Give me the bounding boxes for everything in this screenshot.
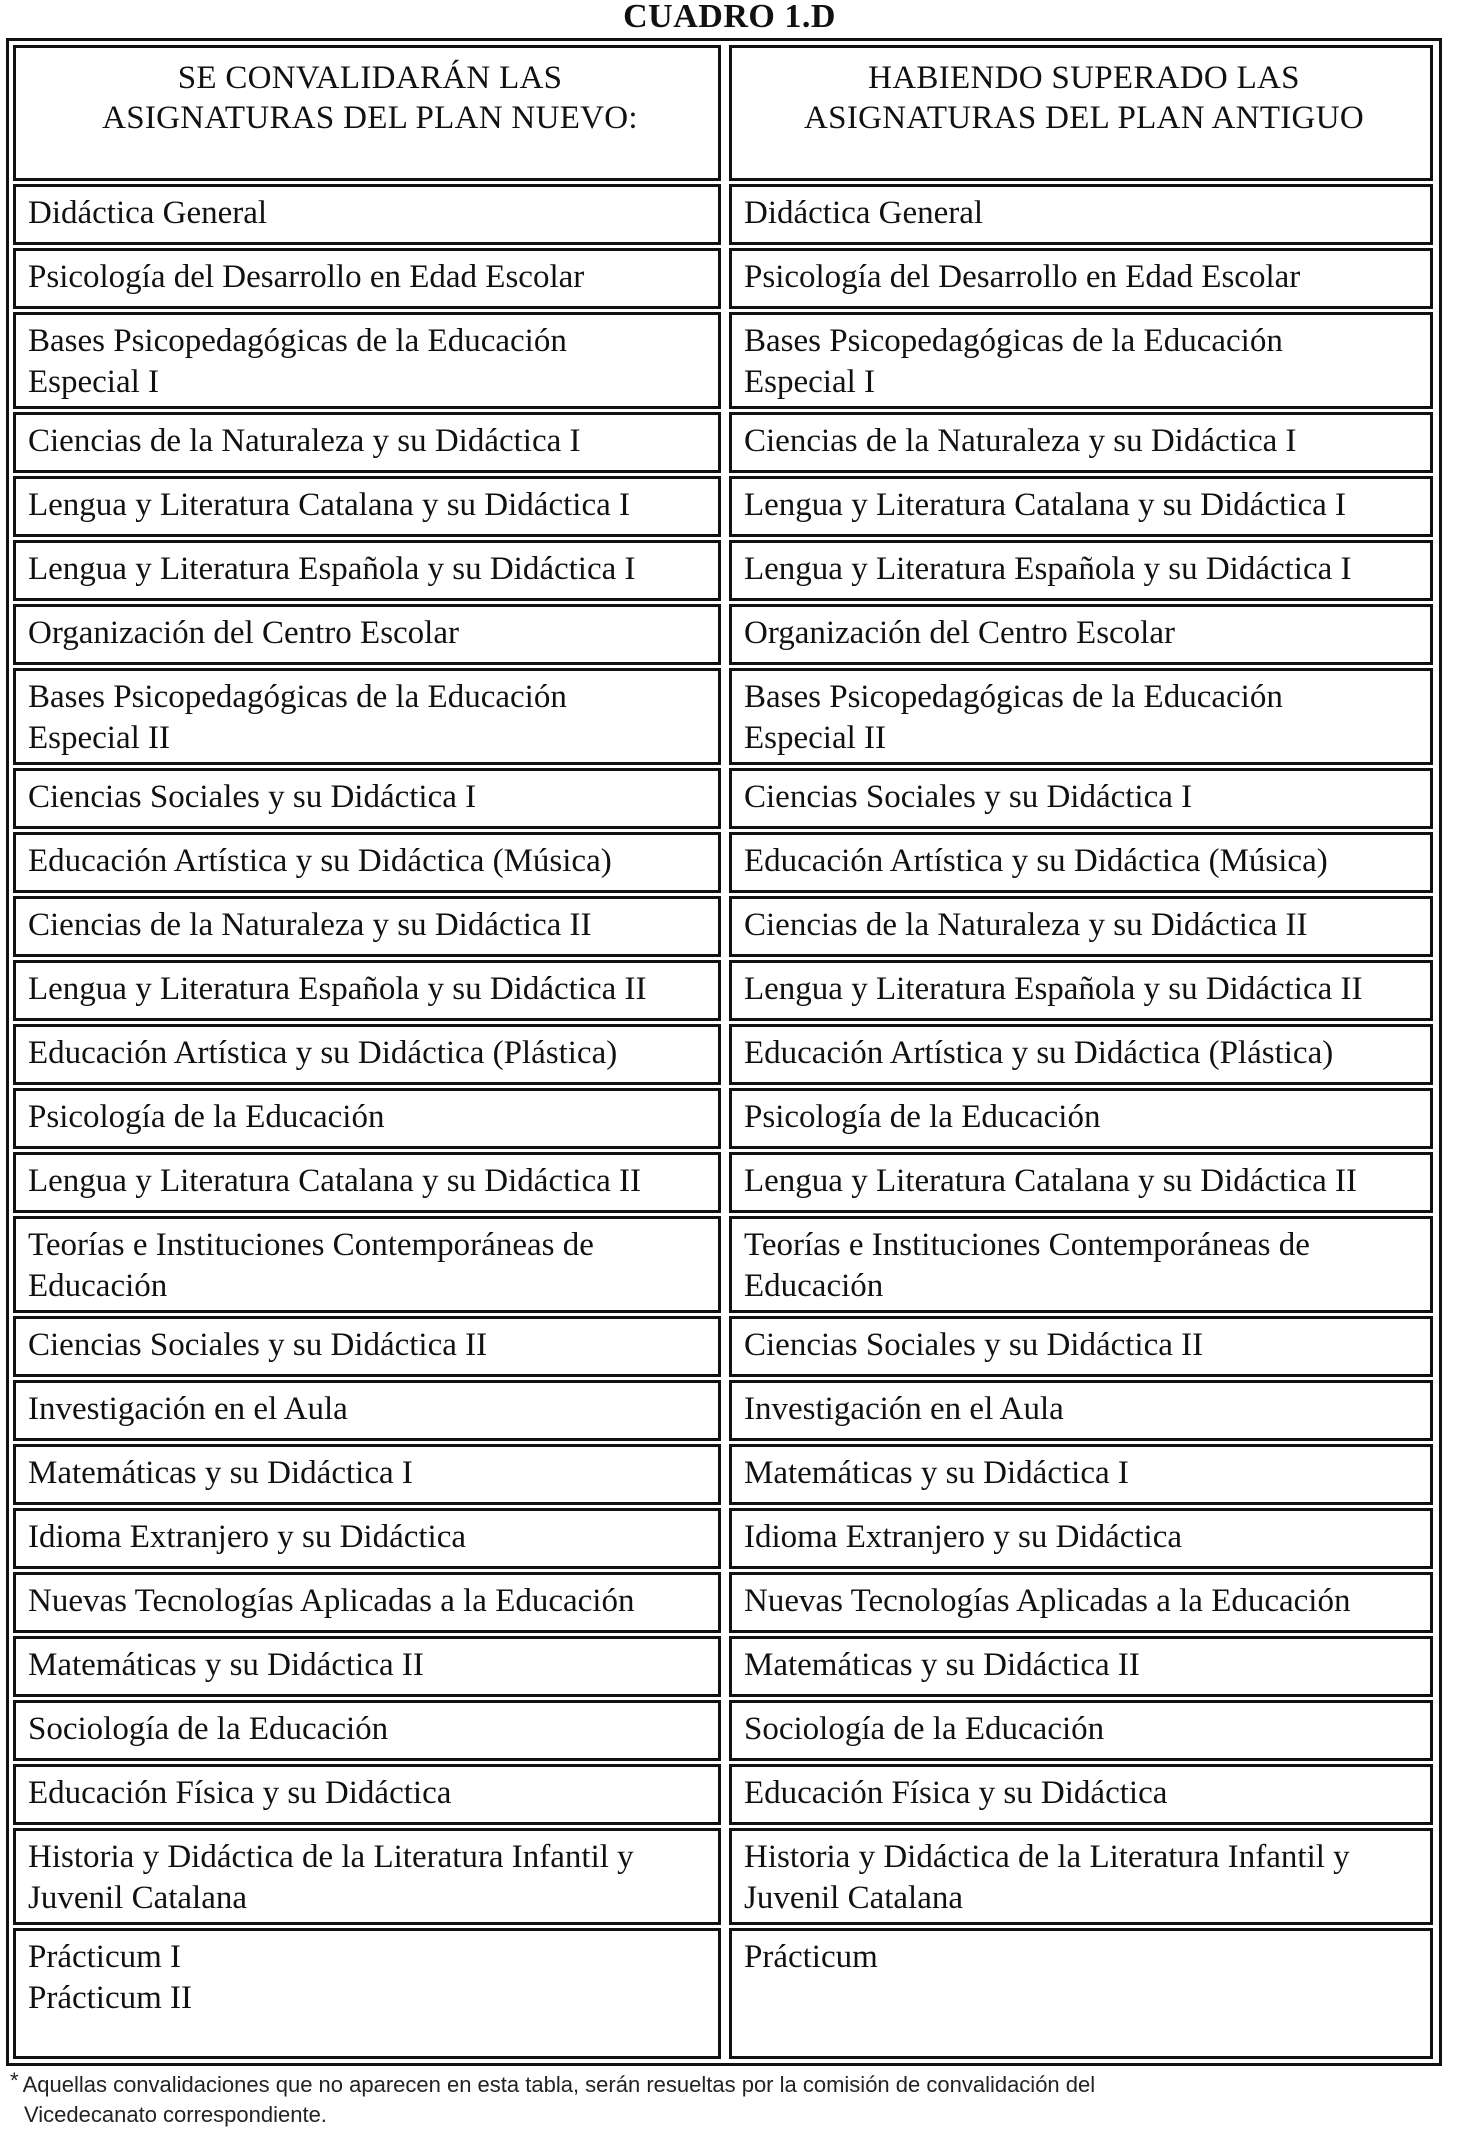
table-cell-right — [729, 1508, 1433, 1569]
subject-name: Investigación en el Aula — [744, 1391, 1064, 1427]
subject-name: Sociología de la Educación — [28, 1711, 389, 1747]
subject-name: Nuevas Tecnologías Aplicadas a la Educación — [744, 1583, 1351, 1619]
table-cell-right — [729, 184, 1433, 245]
footnote-text-continued: Vicedecanato correspondiente. — [24, 2102, 327, 2127]
table-cell-left — [13, 540, 721, 601]
subject-name: Investigación en el Aula — [28, 1391, 348, 1427]
table-cell-right — [729, 604, 1433, 665]
table-cell-right — [729, 1444, 1433, 1505]
subject-name: Educación Artística y su Didáctica (Música) — [28, 843, 612, 879]
subject-name: Lengua y Literatura Catalana y su Didáctica II — [744, 1163, 1357, 1199]
table-cell-right — [729, 896, 1433, 957]
subject-name: Didáctica General — [28, 195, 268, 231]
convalidation-table — [6, 38, 1442, 2066]
table-cell-left — [13, 1572, 721, 1633]
table-cell-left — [13, 1828, 721, 1925]
header-line: ASIGNATURAS DEL PLAN ANTIGUO — [804, 100, 1364, 136]
subject-name: Educación Física y su Didáctica — [744, 1775, 1168, 1811]
table-cell-left — [13, 1152, 721, 1213]
table-cell-right — [729, 1828, 1433, 1925]
subject-name: Prácticum II — [28, 1980, 193, 2016]
subject-name: Idioma Extranjero y su Didáctica — [744, 1519, 1183, 1555]
table-cell-right — [729, 1636, 1433, 1697]
table-cell-left — [13, 184, 721, 245]
table-cell-left — [13, 1700, 721, 1761]
subject-name: Lengua y Literatura Española y su Didáctica I — [28, 551, 636, 587]
subject-name: Matemáticas y su Didáctica I — [28, 1455, 413, 1491]
subject-name: Educación Artística y su Didáctica (Plástica) — [744, 1035, 1334, 1071]
table-title: CUADRO 1.D — [623, 0, 836, 35]
subject-name: Didáctica General — [744, 195, 984, 231]
subject-name: Lengua y Literatura Catalana y su Didáctica I — [28, 487, 630, 523]
column-old-plan — [729, 45, 1433, 2059]
table-cell-right — [729, 1700, 1433, 1761]
table-cell-left — [13, 896, 721, 957]
subject-name: Prácticum I — [28, 1939, 182, 1975]
header-new-plan — [13, 45, 721, 181]
table-cell-right — [729, 768, 1433, 829]
table-cell-right — [729, 1572, 1433, 1633]
table-cell-right — [729, 668, 1433, 765]
subject-name: Educación Física y su Didáctica — [28, 1775, 452, 1811]
subject-name: Ciencias Sociales y su Didáctica II — [744, 1327, 1204, 1363]
subject-name: Psicología del Desarrollo en Edad Escolar — [744, 259, 1301, 295]
table-cell-right — [729, 832, 1433, 893]
subject-name: Lengua y Literatura Española y su Didáctica II — [744, 971, 1363, 1007]
subject-name: Lengua y Literatura Catalana y su Didáctica II — [28, 1163, 641, 1199]
subject-name: Bases Psicopedagógicas de la Educación — [28, 323, 567, 359]
subject-name: Bases Psicopedagógicas de la Educación — [28, 679, 567, 715]
table-cell-left — [13, 476, 721, 537]
table-cell-left — [13, 1508, 721, 1569]
subject-name: Ciencias Sociales y su Didáctica I — [28, 779, 477, 815]
subject-name: Juvenil Catalana — [744, 1880, 964, 1916]
table-cell-right — [729, 1024, 1433, 1085]
subject-name: Historia y Didáctica de la Literatura Infantil y — [28, 1839, 634, 1875]
subject-name: Organización del Centro Escolar — [28, 615, 459, 651]
subject-name: Ciencias de la Naturaleza y su Didáctica I — [28, 423, 581, 459]
table-cell-left — [13, 1380, 721, 1441]
subject-name: Bases Psicopedagógicas de la Educación — [744, 323, 1283, 359]
column-new-plan — [13, 45, 721, 2059]
table-cell-right — [729, 1764, 1433, 1825]
subject-name: Matemáticas y su Didáctica II — [744, 1647, 1140, 1683]
subject-name: Ciencias de la Naturaleza y su Didáctica II — [744, 907, 1308, 943]
table-cell-right — [729, 412, 1433, 473]
table-cell-right — [729, 476, 1433, 537]
table-cell-right — [729, 248, 1433, 309]
subject-name: Psicología de la Educación — [744, 1099, 1101, 1135]
header-line: HABIENDO SUPERADO LAS — [868, 60, 1300, 96]
subject-name: Especial II — [28, 720, 171, 756]
subject-name: Sociología de la Educación — [744, 1711, 1105, 1747]
subject-name: Ciencias de la Naturaleza y su Didáctica I — [744, 423, 1297, 459]
subject-name: Especial I — [744, 364, 876, 400]
subject-name: Educación Artística y su Didáctica (Plástica) — [28, 1035, 618, 1071]
subject-name: Bases Psicopedagógicas de la Educación — [744, 679, 1283, 715]
table-cell-left — [13, 1444, 721, 1505]
subject-name: Ciencias de la Naturaleza y su Didáctica II — [28, 907, 592, 943]
footnote-text: Aquellas convalidaciones que no aparecen en esta tabla, serán resueltas por la comisión de convalidación del — [22, 2072, 1096, 2097]
subject-name: Especial II — [744, 720, 887, 756]
table-cell-right — [729, 1316, 1433, 1377]
subject-name: Educación — [744, 1268, 884, 1304]
subject-name: Historia y Didáctica de la Literatura Infantil y — [744, 1839, 1350, 1875]
header-line: SE CONVALIDARÁN LAS — [177, 60, 563, 96]
subject-name: Idioma Extranjero y su Didáctica — [28, 1519, 467, 1555]
table-cell-right — [729, 1380, 1433, 1441]
subject-name: Ciencias Sociales y su Didáctica II — [28, 1327, 488, 1363]
subject-name: Especial I — [28, 364, 160, 400]
subject-name: Lengua y Literatura Española y su Didáctica II — [28, 971, 647, 1007]
subject-name: Nuevas Tecnologías Aplicadas a la Educación — [28, 1583, 635, 1619]
table-cell-left — [13, 604, 721, 665]
subject-name: Psicología de la Educación — [28, 1099, 385, 1135]
table-cell-right — [729, 312, 1433, 409]
subject-name: Educación Artística y su Didáctica (Música) — [744, 843, 1328, 879]
table-cell-left — [13, 668, 721, 765]
header-line: ASIGNATURAS DEL PLAN NUEVO: — [102, 100, 638, 136]
header-old-plan — [729, 45, 1433, 181]
subject-name: Organización del Centro Escolar — [744, 615, 1175, 651]
table-cell-left — [13, 412, 721, 473]
subject-name: Juvenil Catalana — [28, 1880, 248, 1916]
table-cell-right — [729, 1152, 1433, 1213]
table-cell-right — [729, 960, 1433, 1021]
subject-name: Teorías e Instituciones Contemporáneas de — [28, 1227, 594, 1263]
table-cell-left — [13, 768, 721, 829]
table-cell-left — [13, 1216, 721, 1313]
footnote — [10, 2070, 1450, 2130]
subject-name: Lengua y Literatura Española y su Didáctica I — [744, 551, 1352, 587]
table-cell-left — [13, 1316, 721, 1377]
table-cell-left — [13, 312, 721, 409]
table-cell-right — [729, 540, 1433, 601]
table-cell-left — [13, 1024, 721, 1085]
table-cell-left — [13, 1764, 721, 1825]
subject-name: Matemáticas y su Didáctica I — [744, 1455, 1129, 1491]
table-cell-right — [729, 1216, 1433, 1313]
table-cell-left — [13, 832, 721, 893]
table-cell-left — [13, 248, 721, 309]
subject-name: Prácticum — [744, 1939, 878, 1975]
subject-name: Educación — [28, 1268, 168, 1304]
table-cell-right — [729, 1088, 1433, 1149]
subject-name: Lengua y Literatura Catalana y su Didáctica I — [744, 487, 1346, 523]
footnote-marker: * — [10, 2068, 19, 2093]
subject-name: Matemáticas y su Didáctica II — [28, 1647, 424, 1683]
table-cell-right — [729, 1928, 1433, 2059]
subject-name: Psicología del Desarrollo en Edad Escolar — [28, 259, 585, 295]
table-cell-left — [13, 1088, 721, 1149]
table-cell-left — [13, 1928, 721, 2059]
table-cell-left — [13, 1636, 721, 1697]
subject-name: Ciencias Sociales y su Didáctica I — [744, 779, 1193, 815]
subject-name: Teorías e Instituciones Contemporáneas de — [744, 1227, 1310, 1263]
table-cell-left — [13, 960, 721, 1021]
